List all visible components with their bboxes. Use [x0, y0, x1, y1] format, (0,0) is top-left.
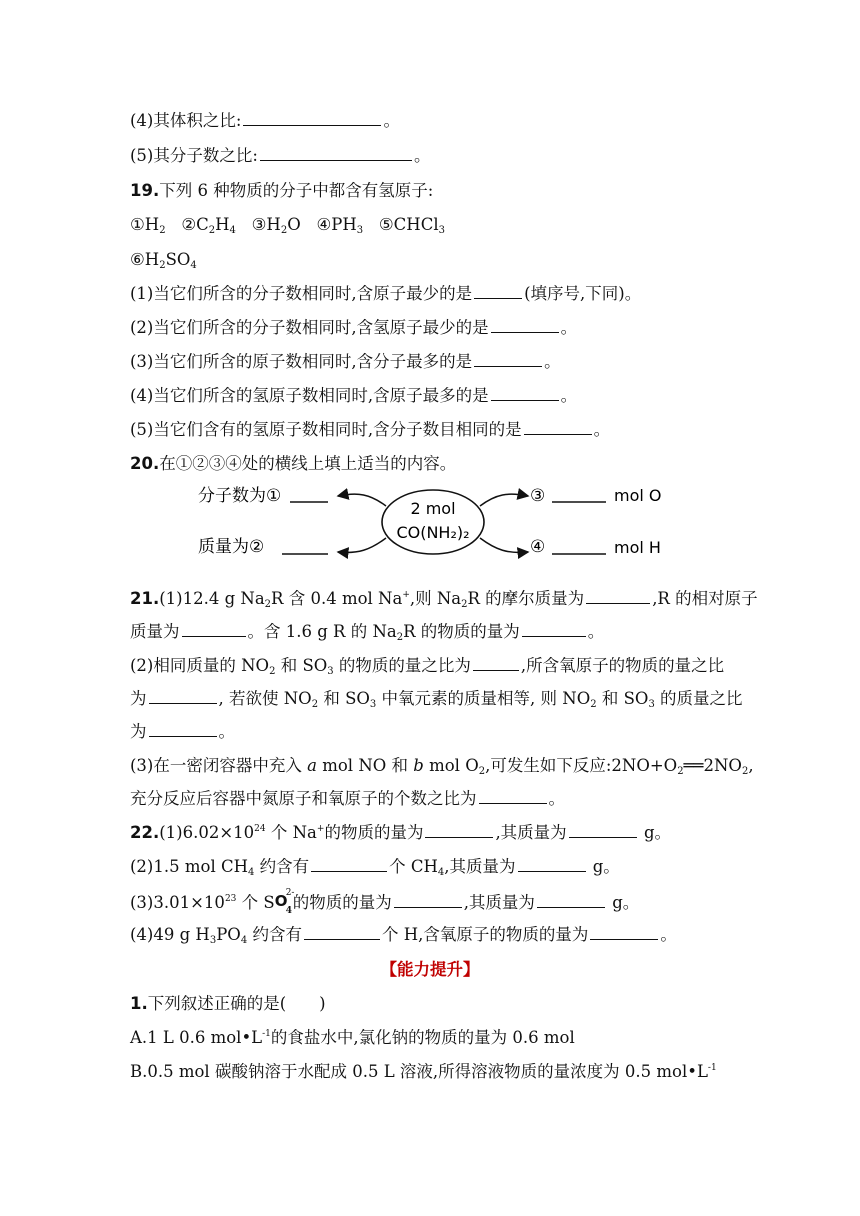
part-text: (2)1.5 mol $CH_4$ 约含有 [130, 857, 310, 878]
period: 。 [560, 318, 578, 337]
answer-blank[interactable] [474, 352, 542, 367]
q22-part1 [130, 822, 671, 844]
section-title: 【能力提升】 [380, 960, 480, 979]
q21-part3-line2 [130, 788, 565, 810]
answer-blank[interactable] [149, 722, 217, 737]
part-text: (4)49 g $H_3PO_4$ 约含有 [130, 925, 302, 946]
q19-part2 [130, 317, 577, 339]
q21-part1-line1 [130, 588, 758, 610]
part-text: 质量为 [130, 622, 180, 641]
part-text: (4)当它们所含的氢原子数相同时,含原子最多的是 [130, 386, 489, 405]
q19-options-row2 [130, 249, 197, 271]
question-stem: 下列叙述正确的是( ) [147, 994, 326, 1013]
q19-part3 [130, 351, 561, 373]
q1-option-b [130, 1061, 717, 1083]
question-number: 20. [130, 454, 160, 473]
answer-blank[interactable] [586, 589, 650, 604]
unit-g: g。 [592, 857, 620, 876]
period: 。 [413, 146, 431, 165]
part-text: $(3)3.01\times 10^{23}$ 个 S [130, 893, 275, 912]
option-6: $⑥H_2SO_4$ [130, 250, 197, 271]
period: 。 [544, 352, 561, 371]
option-1: $①H_2$ [130, 215, 166, 236]
answer-blank[interactable] [182, 622, 246, 637]
option-a-text: A.1 L 0.6 $mol•L^{-1}$的食盐水中,氯化钠的物质的量为 0.6 mol [130, 1028, 575, 1047]
answer-blank[interactable] [473, 656, 519, 671]
question-stem: 下列 6 种物质的分子中都含有氢原子: [159, 181, 434, 200]
answer-blank[interactable] [491, 386, 559, 401]
period: 。 [660, 925, 677, 944]
label-3: ③ [530, 486, 546, 506]
arrow-to-3 [480, 494, 528, 506]
part-text: (2)当它们所含的分子数相同时,含氢原子最少的是 [130, 318, 489, 337]
q22-part4 [130, 924, 677, 946]
period: 。 [383, 111, 400, 130]
part-text: ,R 的相对原子 [652, 589, 758, 608]
mole-diagram [190, 474, 690, 574]
q18-part4-label: (4)其体积之比: [130, 111, 242, 130]
q21-part2-line1 [130, 655, 724, 677]
part-text: 为 [130, 689, 147, 708]
part-text: 为 [130, 722, 147, 741]
q22-part2 [130, 856, 620, 878]
option-3: $③H_2O$ [251, 215, 301, 236]
question-number: 21. [130, 589, 160, 608]
question-number: 22. [130, 823, 160, 842]
section-header [0, 959, 860, 981]
label-4: ④ [530, 537, 546, 557]
arrow-to-1 [338, 494, 386, 506]
q19-part5 [130, 419, 610, 441]
option-b-text: B.0.5 mol 碳酸钠溶于水配成 0.5 L 溶液,所得溶液物质的量浓度为 0.5 $mol•L^{-1}$ [130, 1062, 717, 1081]
period: 。 [218, 722, 235, 741]
center-formula: CO(NH₂)₂ [396, 523, 470, 542]
answer-blank[interactable] [590, 925, 658, 940]
q1-stem [130, 993, 326, 1015]
period: 。 [560, 386, 578, 405]
answer-blank[interactable] [524, 420, 592, 435]
q18-part5-label: (5)其分子数之比: [130, 146, 258, 165]
label-molecule-count: 分子数为① [198, 486, 282, 506]
part-text: ,其质量为 [463, 893, 535, 912]
period: 。 [593, 420, 611, 439]
question-number: 19. [130, 181, 160, 200]
q19-stem [130, 180, 433, 202]
answer-blank[interactable] [149, 689, 217, 704]
part-text: (3)当它们所含的原子数相同时,含分子最多的是 [130, 352, 473, 371]
answer-blank[interactable] [260, 146, 412, 161]
unit-mol-h: mol H [614, 538, 661, 557]
part-text: 个 H,含氧原子的物质的量为 [381, 925, 589, 944]
q18-part4 [130, 110, 400, 132]
part-text: (2)相同质量的 $NO_2$ 和 $SO_3$ 的物质的量之比为 [130, 656, 471, 677]
part-text: (1)12.4 g $Na_2R$ 含 0.4 mol Na+,则 $Na_2R$ 的摩尔质量为 [159, 589, 585, 610]
answer-blank[interactable] [569, 823, 637, 838]
answer-blank[interactable] [522, 622, 586, 637]
part-text: 个 $CH_4$,其质量为 [389, 857, 516, 878]
q21-part1-line2 [130, 621, 604, 643]
unit-g: g。 [612, 893, 640, 912]
part-text: $(1)6.02\times 10^{24}$ 个 Na+的物质的量为 [159, 823, 424, 842]
arrow-to-2 [338, 538, 386, 552]
unit-g: g。 [643, 823, 671, 842]
answer-blank[interactable] [243, 111, 381, 126]
part-text: 。含 1.6 g R 的 $Na_2R$ 的物质的量为 [247, 622, 520, 643]
q19-options-row1 [130, 214, 445, 236]
part-text: ,所含氧原子的物质的量之比 [520, 656, 725, 675]
q1-option-a [130, 1027, 575, 1049]
part-tail: (填序号,下同)。 [524, 284, 642, 303]
unit-mol-o: mol O [614, 486, 662, 505]
option-4: $④PH_3$ [316, 215, 364, 236]
answer-blank[interactable] [394, 893, 462, 908]
label-mass: 质量为② [198, 537, 265, 557]
answer-blank[interactable] [518, 857, 586, 872]
question-stem: 在①②③④处的横线上填上适当的内容。 [159, 454, 457, 473]
q19-part4 [130, 385, 577, 407]
q21-part2-line2 [130, 688, 743, 710]
answer-blank[interactable] [491, 318, 559, 333]
q20-stem [130, 453, 456, 475]
period: 。 [587, 622, 605, 641]
answer-blank[interactable] [304, 925, 380, 940]
part-text: (3)在一密闭容器中充入 a mol NO 和 b mol $O_2$,可发生如下反应$:2NO+O_2══2NO_2$, [130, 756, 754, 777]
answer-blank[interactable] [537, 893, 605, 908]
q22-part3 [130, 888, 640, 916]
q21-part2-line3 [130, 721, 235, 743]
answer-blank[interactable] [479, 789, 547, 804]
part-text: (5)当它们含有的氢原子数相同时,含分子数目相同的是 [130, 420, 522, 439]
answer-blank[interactable] [425, 823, 493, 838]
part-text: 的物质的量为 [292, 893, 392, 912]
center-amount: 2 mol [410, 499, 456, 518]
period: 。 [548, 789, 565, 808]
answer-blank[interactable] [474, 284, 522, 299]
q21-part3-line1 [130, 755, 754, 777]
part-text: ,其质量为 [495, 823, 567, 842]
q18-part5 [130, 145, 430, 167]
part-text: 充分反应后容器中氮原子和氧原子的个数之比为 [130, 789, 477, 808]
q19-part1 [130, 283, 641, 305]
part-text: , 若欲使 $NO_2$ 和 $SO_3$ 中氧元素的质量相等, 则 $NO_2$ 和 $SO_3$ 的质量之比 [218, 689, 743, 710]
question-number: 1. [130, 994, 148, 1013]
sulfate-ion: O 2- 4 [274, 888, 295, 916]
part-text: (1)当它们所含的分子数相同时,含原子最少的是 [130, 284, 473, 303]
answer-blank[interactable] [311, 857, 387, 872]
arrow-to-4 [480, 538, 528, 552]
option-5: ⑤CHCl$_3$ [378, 215, 445, 236]
option-2: $②C_2H_4$ [181, 215, 236, 236]
